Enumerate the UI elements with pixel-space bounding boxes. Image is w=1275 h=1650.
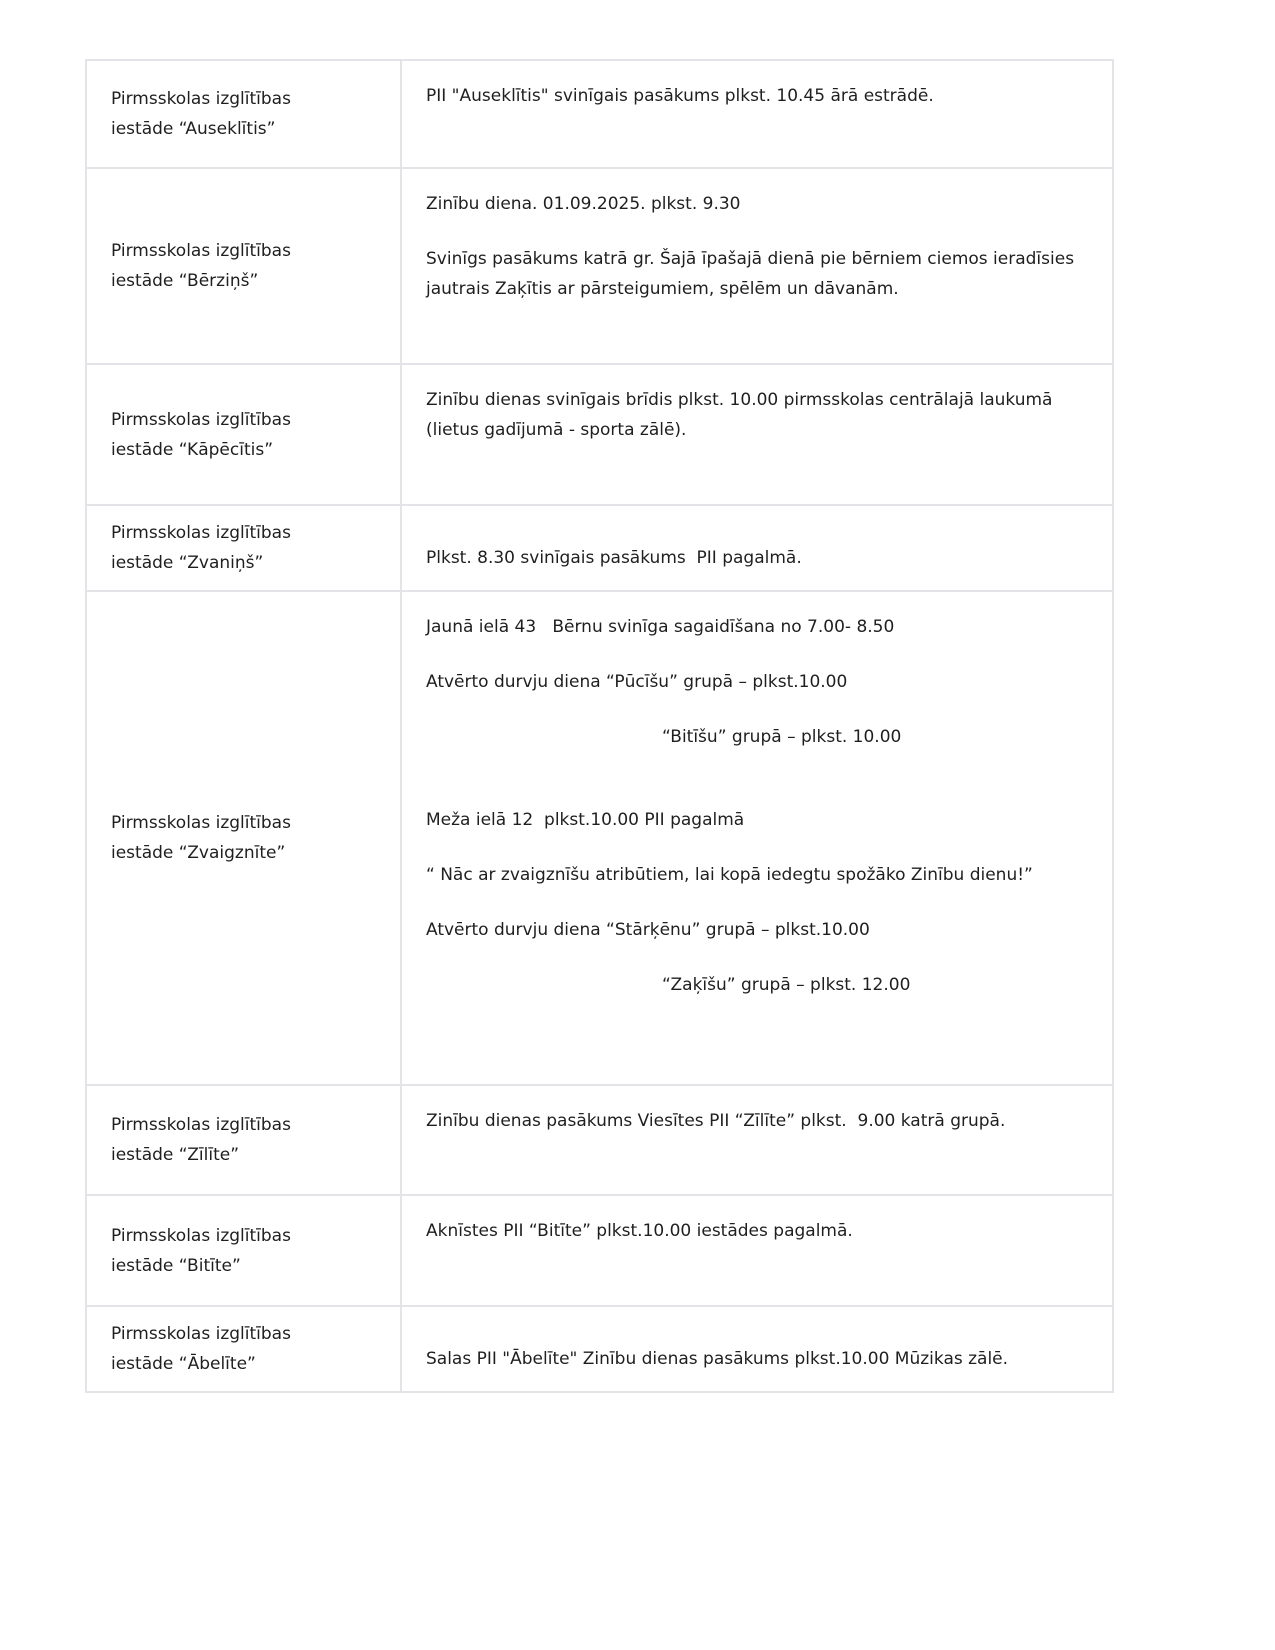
institution-name-line: Pirmsskolas izglītības: [111, 1115, 291, 1135]
event-description: Svinīgs pasākums katrā gr. Šajā īpašajā dienā pie bērniem ciemos ieradīsies jautrais Zaķītis ar pārsteigumiem, spēlēm un dāvanām.: [426, 249, 1075, 299]
institution-name-cell: [86, 364, 401, 505]
event-description: Zinību dienas pasākums Viesītes PII “Zīlīte” plkst. 9.00 katrā grupā.: [426, 1111, 1006, 1131]
blank-line: [426, 777, 1088, 805]
event-description: PII "Auseklītis" svinīgais pasākums plkst. 10.45 ārā estrādē.: [426, 86, 934, 106]
event-description: Jaunā ielā 43 Bērnu svinīga sagaidīšana no 7.00- 8.50: [426, 617, 895, 637]
event-description: “Bitīšu” grupā – plkst. 10.00: [662, 727, 902, 747]
institution-name-cell: [86, 60, 401, 168]
institution-name-cell: [86, 505, 401, 591]
table-row: [86, 1195, 1113, 1306]
institution-name-line: Pirmsskolas izglītības: [111, 409, 291, 430]
institution-name-line: iestāde “Zīlīte”: [111, 1145, 240, 1165]
event-description-cell: [401, 1085, 1113, 1195]
institution-name-line: Pirmsskolas izglītības: [111, 1225, 291, 1246]
event-description-cell: [401, 60, 1113, 168]
institution-name-line: Pirmsskolas izglītības: [111, 89, 291, 109]
institution-name-line: iestāde “Kāpēcītis”: [111, 439, 273, 460]
institution-name-line: Pirmsskolas izglītības: [111, 241, 291, 261]
table-row: [86, 1306, 1113, 1392]
event-description: Atvērto durvju diena “Pūcīšu” grupā – plkst.10.00: [426, 672, 848, 692]
event-description-cell: [401, 591, 1113, 1085]
table-row: [86, 168, 1113, 364]
institution-name-line: Pirmsskolas izglītības: [111, 813, 291, 833]
institution-name-cell: [86, 168, 401, 364]
institution-name-line: iestāde “Zvaigznīte”: [111, 843, 286, 863]
institution-name-cell: [86, 1085, 401, 1195]
institution-name-cell: [86, 1306, 401, 1392]
event-description-cell: [401, 1306, 1113, 1392]
table-row: [86, 505, 1113, 591]
table-row: [86, 1085, 1113, 1195]
event-description: Plkst. 8.30 svinīgais pasākums PII pagalmā.: [426, 548, 802, 568]
institution-name-cell: [86, 591, 401, 1085]
institution-name-line: iestāde “Bērziņš”: [111, 271, 259, 291]
table-row: [86, 364, 1113, 505]
event-description: “ Nāc ar zvaigznīšu atribūtiem, lai kopā iedegtu spožāko Zinību dienu!”: [426, 865, 1033, 885]
event-description: Zinību dienas svinīgais brīdis plkst. 10.00 pirmsskolas centrālajā laukumā (lietus gadījumā - sporta zālē).: [426, 390, 1053, 440]
institution-name-line: iestāde “Ābelīte”: [111, 1354, 256, 1374]
event-description: Zinību diena. 01.09.2025. plkst. 9.30: [426, 194, 741, 214]
institution-name-cell: [86, 1195, 401, 1306]
event-description: Aknīstes PII “Bitīte” plkst.10.00 iestādes pagalmā.: [426, 1221, 853, 1241]
table-row: [86, 60, 1113, 168]
event-description: Meža ielā 12 plkst.10.00 PII pagalmā: [426, 810, 745, 830]
events-table: [85, 59, 1114, 1393]
event-description-cell: [401, 1195, 1113, 1306]
event-description: Atvērto durvju diena “Stārķēnu” grupā – plkst.10.00: [426, 920, 870, 940]
event-description: Salas PII "Ābelīte" Zinību dienas pasākums plkst.10.00 Mūzikas zālē.: [426, 1349, 1009, 1369]
event-description-cell: [401, 168, 1113, 364]
institution-name-line: Pirmsskolas izglītības: [111, 1324, 291, 1344]
institution-name-line: iestāde “Zvaniņš”: [111, 553, 264, 573]
institution-name-line: iestāde “Bitīte”: [111, 1255, 241, 1276]
institution-name-line: Pirmsskolas izglītības: [111, 523, 291, 543]
institution-name-line: iestāde “Auseklītis”: [111, 119, 276, 139]
event-description: “Zaķīšu” grupā – plkst. 12.00: [662, 975, 911, 995]
table-row: [86, 591, 1113, 1085]
event-description-cell: [401, 364, 1113, 505]
event-description-cell: [401, 505, 1113, 591]
